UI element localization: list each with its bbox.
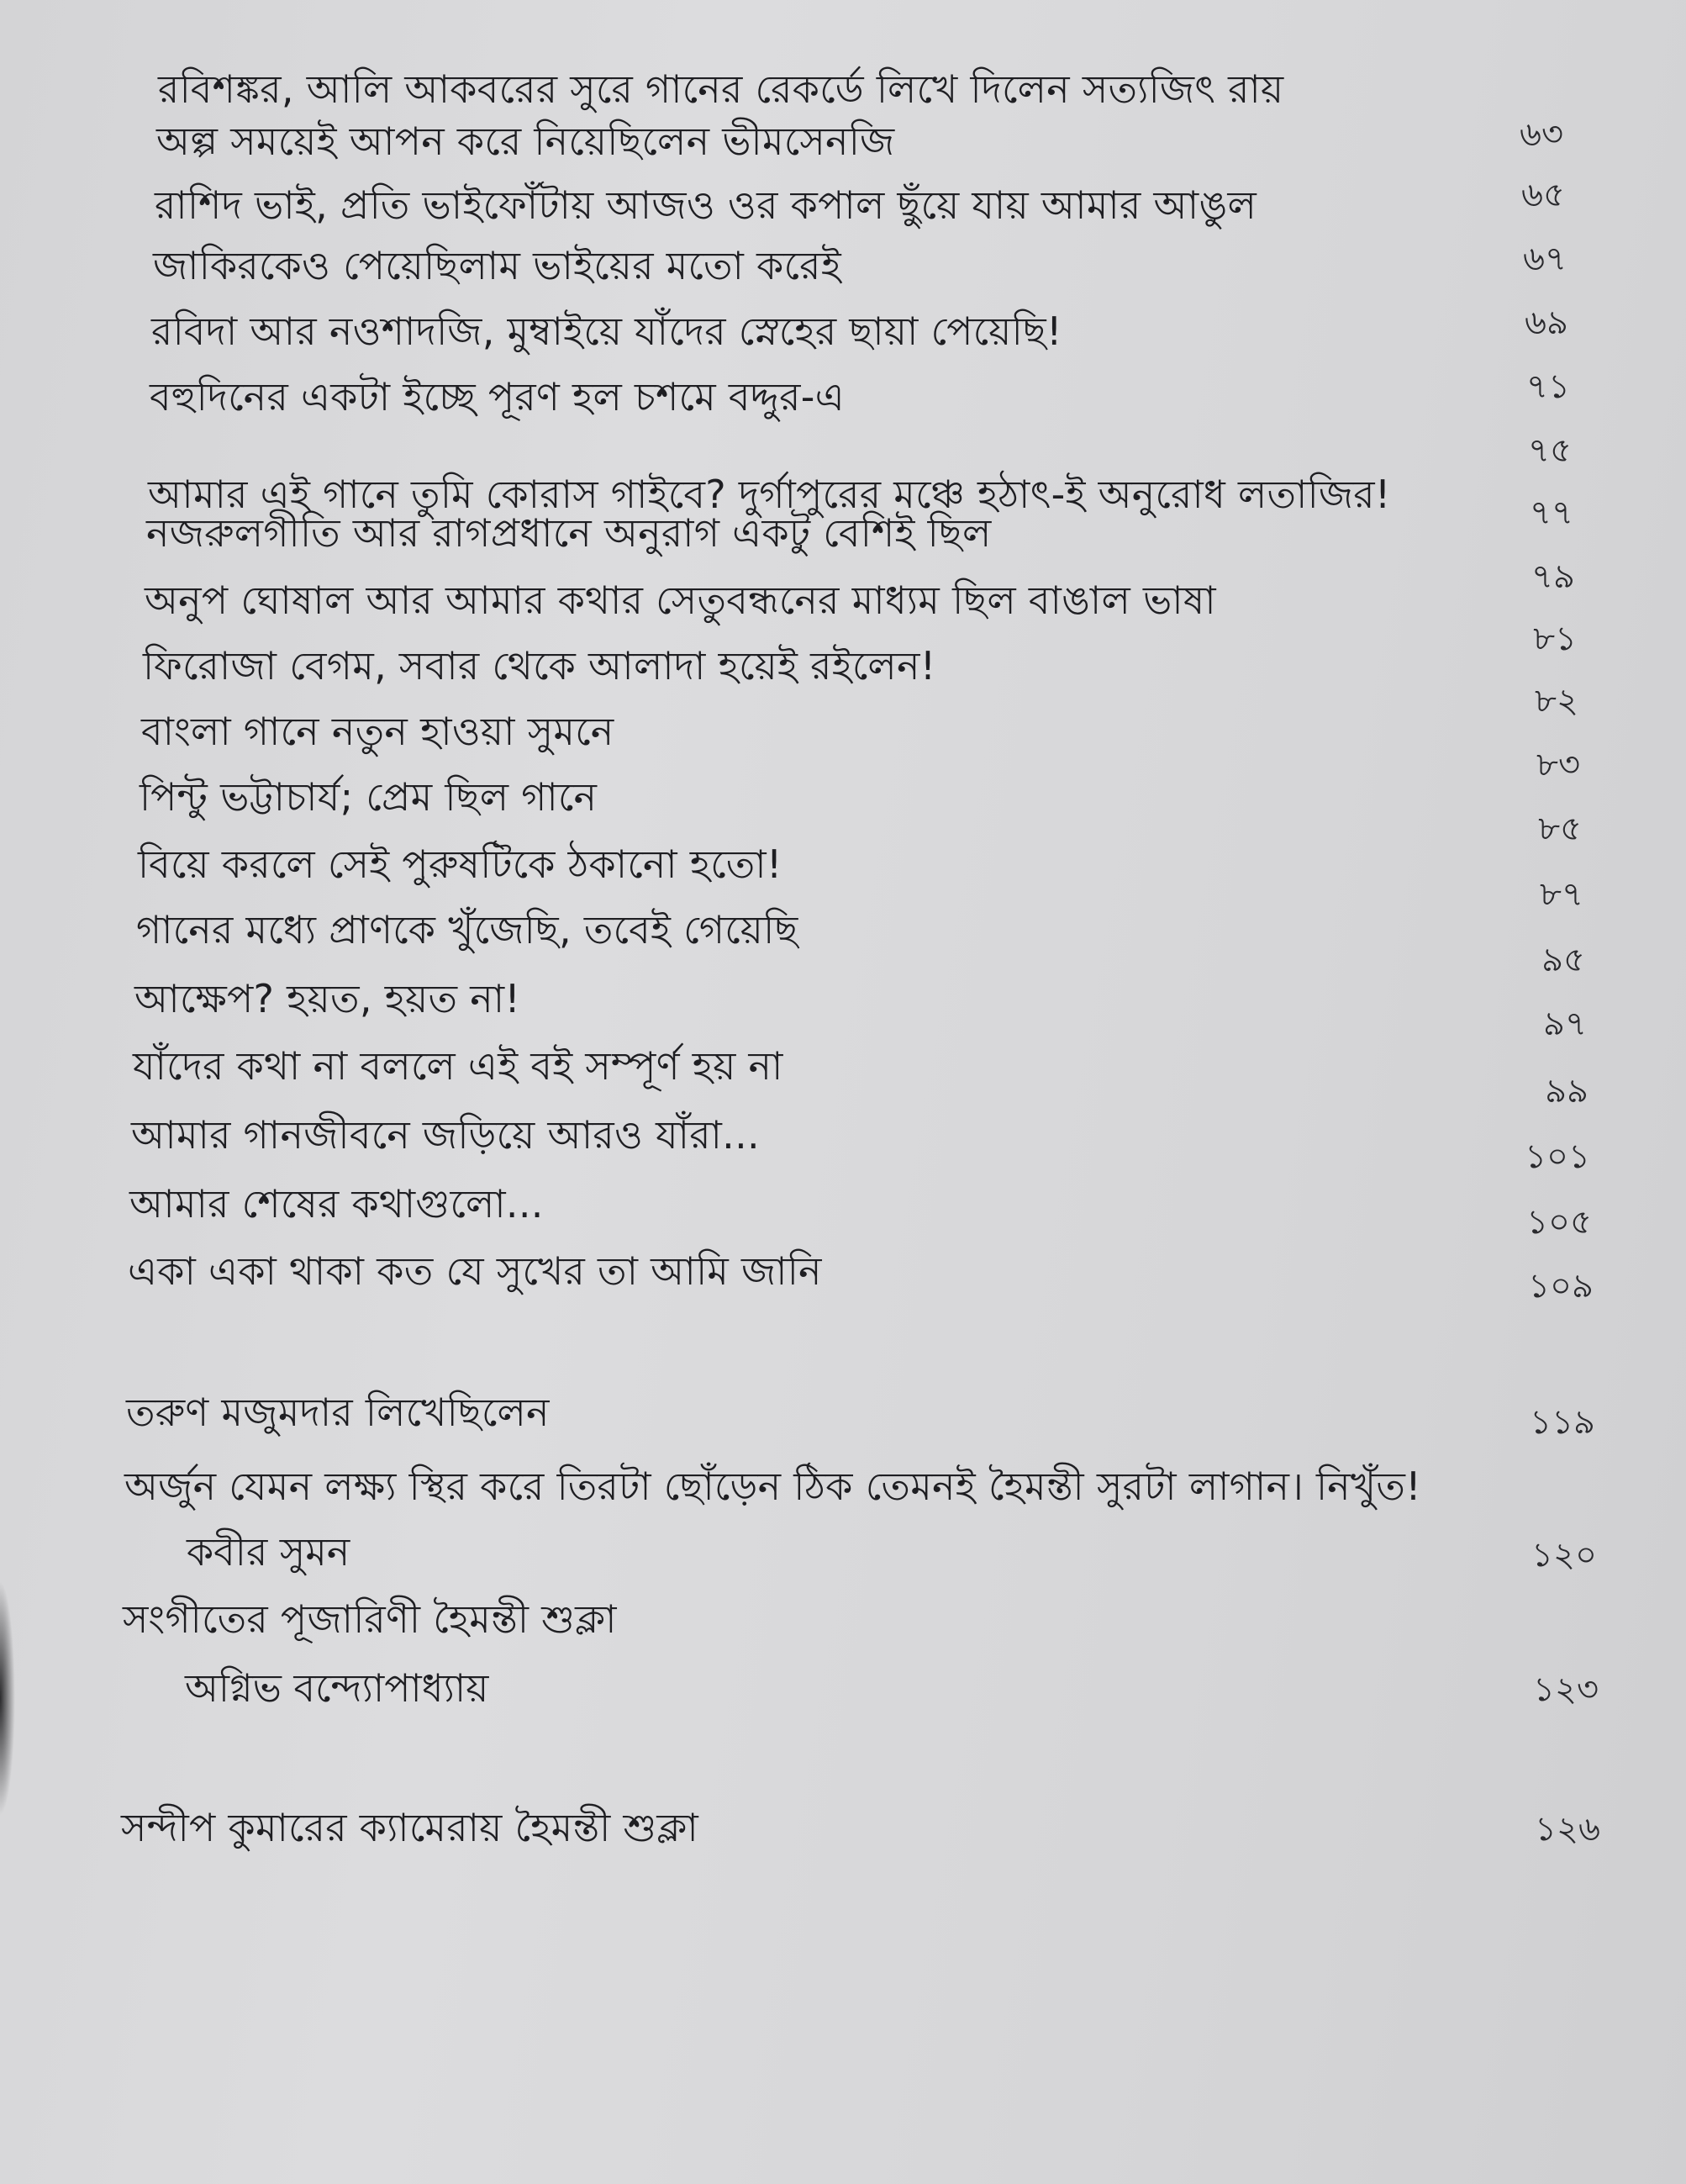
toc-entry-page: ৬৩: [1519, 115, 1563, 154]
toc-entry-page: ১২৬: [1535, 1810, 1600, 1849]
toc-entry-title: বাংলা গানে নতুন হাওয়া সুমনে: [141, 709, 614, 754]
toc-entry-page: ১০৯: [1528, 1267, 1594, 1306]
toc-entry-title: আমার গানজীবনে জড়িয়ে আরও যাঁরা...: [131, 1112, 760, 1158]
toc-entry-title: সংগীতের পূজারিণী হৈমন্তী শুক্লা: [123, 1596, 617, 1642]
toc-entry-page: ৭৫: [1528, 431, 1572, 470]
toc-entry-author: অগ্নিভ বন্দ্যোপাধ্যায়: [185, 1665, 489, 1711]
toc-entry-page: ৬৭: [1522, 240, 1567, 278]
toc-entry-title: রবিশঙ্কর, আলি আকবরের সুরে গানের রেকর্ডে লিখে দিলেন সত্যজিৎ রায়: [158, 66, 1284, 112]
toc-entry-title: রাশিদ ভাই, প্রতি ভাইফোঁটায় আজও ওর কপাল ছুঁয়ে যায় আমার আঙুল: [155, 182, 1257, 228]
toc-entry-page: ৬৯: [1525, 303, 1568, 342]
toc-entry-title: রবিদা আর নওশাদজি, মুম্বাইয়ে যাঁদের স্নেহের ছায়া পেয়েছি!: [151, 309, 1062, 354]
toc-entry-title: পিন্টু ভট্টাচার্য; প্রেম ছিল গানে: [140, 774, 598, 820]
toc-entry-title: সন্দীপ কুমারের ক্যামেরায় হৈমন্তী শুক্লা: [121, 1805, 699, 1850]
toc-entry-page: ১০৫: [1526, 1203, 1592, 1242]
toc-entry-title: আক্ষেপ? হয়ত, হয়ত না!: [134, 976, 521, 1021]
toc-entry-title: বিয়ে করলে সেই পুরুষটিকে ঠকানো হতো!: [138, 841, 782, 887]
toc-entry-title: একা একা থাকা কত যে সুখের তা আমি জানি: [128, 1248, 822, 1294]
toc-entry-page: ৭৭: [1529, 493, 1573, 532]
toc-entry-title: আমার এই গানে তুমি কোরাস গাইবে? দুর্গাপুরের মঞ্চে হঠাৎ-ই অনুরোধ লতাজির!: [148, 472, 1391, 517]
toc-entry-page: ৮৩: [1536, 746, 1580, 784]
toc-entry-title: নজরুলগীতি আর রাগপ্রধানে অনুরাগ একটু বেশিই ছিল: [146, 510, 992, 556]
toc-entry-title: ফিরোজা বেগম, সবার থেকে আলাদা হয়েই রইলেন!: [143, 643, 936, 688]
toc-entry-page: ১২০: [1531, 1536, 1597, 1575]
toc-entry-title: আমার শেষের কথাগুলো...: [129, 1181, 544, 1227]
toc-entry-title: যাঁদের কথা না বললে এই বই সম্পূর্ণ হয় না: [133, 1043, 783, 1089]
toc-entry-title: জাকিরকেও পেয়েছিলাম ভাইয়ের মতো করেই: [153, 243, 841, 288]
toc-entry-page: ১২৩: [1533, 1670, 1599, 1709]
toc-entry-title: বহুদিনের একটা ইচ্ছে পূরণ হল চশমে বদ্দুর-এ: [150, 374, 845, 419]
toc-entry-page: ৭৯: [1531, 557, 1575, 596]
toc-entry-page: ৯৭: [1543, 1005, 1587, 1043]
toc-entry-page: ১০১: [1525, 1137, 1590, 1176]
toc-entry-title: গানের মধ্যে প্রাণকে খুঁজেছি, তবেই গেয়েছি: [136, 907, 798, 952]
toc-entry-page: ৯৯: [1545, 1072, 1589, 1110]
toc-entry-title: অর্জুন যেমন লক্ষ্য স্থির করে তিরটা ছোঁড়েন ঠিক তেমনই হৈমন্তী সুরটা লাগান। নিখুঁত!: [124, 1464, 1421, 1509]
toc-entry-page: ৬৫: [1521, 176, 1565, 214]
toc-entry-page: ৯৫: [1541, 941, 1585, 979]
toc-entry-page: ৮৫: [1538, 810, 1582, 848]
toc-entry-author: কবীর সুমন: [187, 1529, 350, 1575]
toc-entry-page: ৮৭: [1540, 875, 1583, 914]
toc-entry-title: অল্প সময়েই আপন করে নিয়েছিলেন ভীমসেনজি: [156, 119, 895, 164]
toc-entry-page: ১১৯: [1530, 1403, 1595, 1442]
toc-entry-page: ৭১: [1526, 367, 1570, 406]
toc-entry-page: ৮২: [1535, 682, 1578, 720]
toc-entry-page: ৮১: [1533, 620, 1577, 658]
toc-entry-title: অনুপ ঘোষাল আর আমার কথার সেতুবন্ধনের মাধ্যম ছিল বাঙাল ভাষা: [145, 578, 1216, 623]
toc-entry-title: তরুণ মজুমদার লিখেছিলেন: [126, 1390, 550, 1435]
